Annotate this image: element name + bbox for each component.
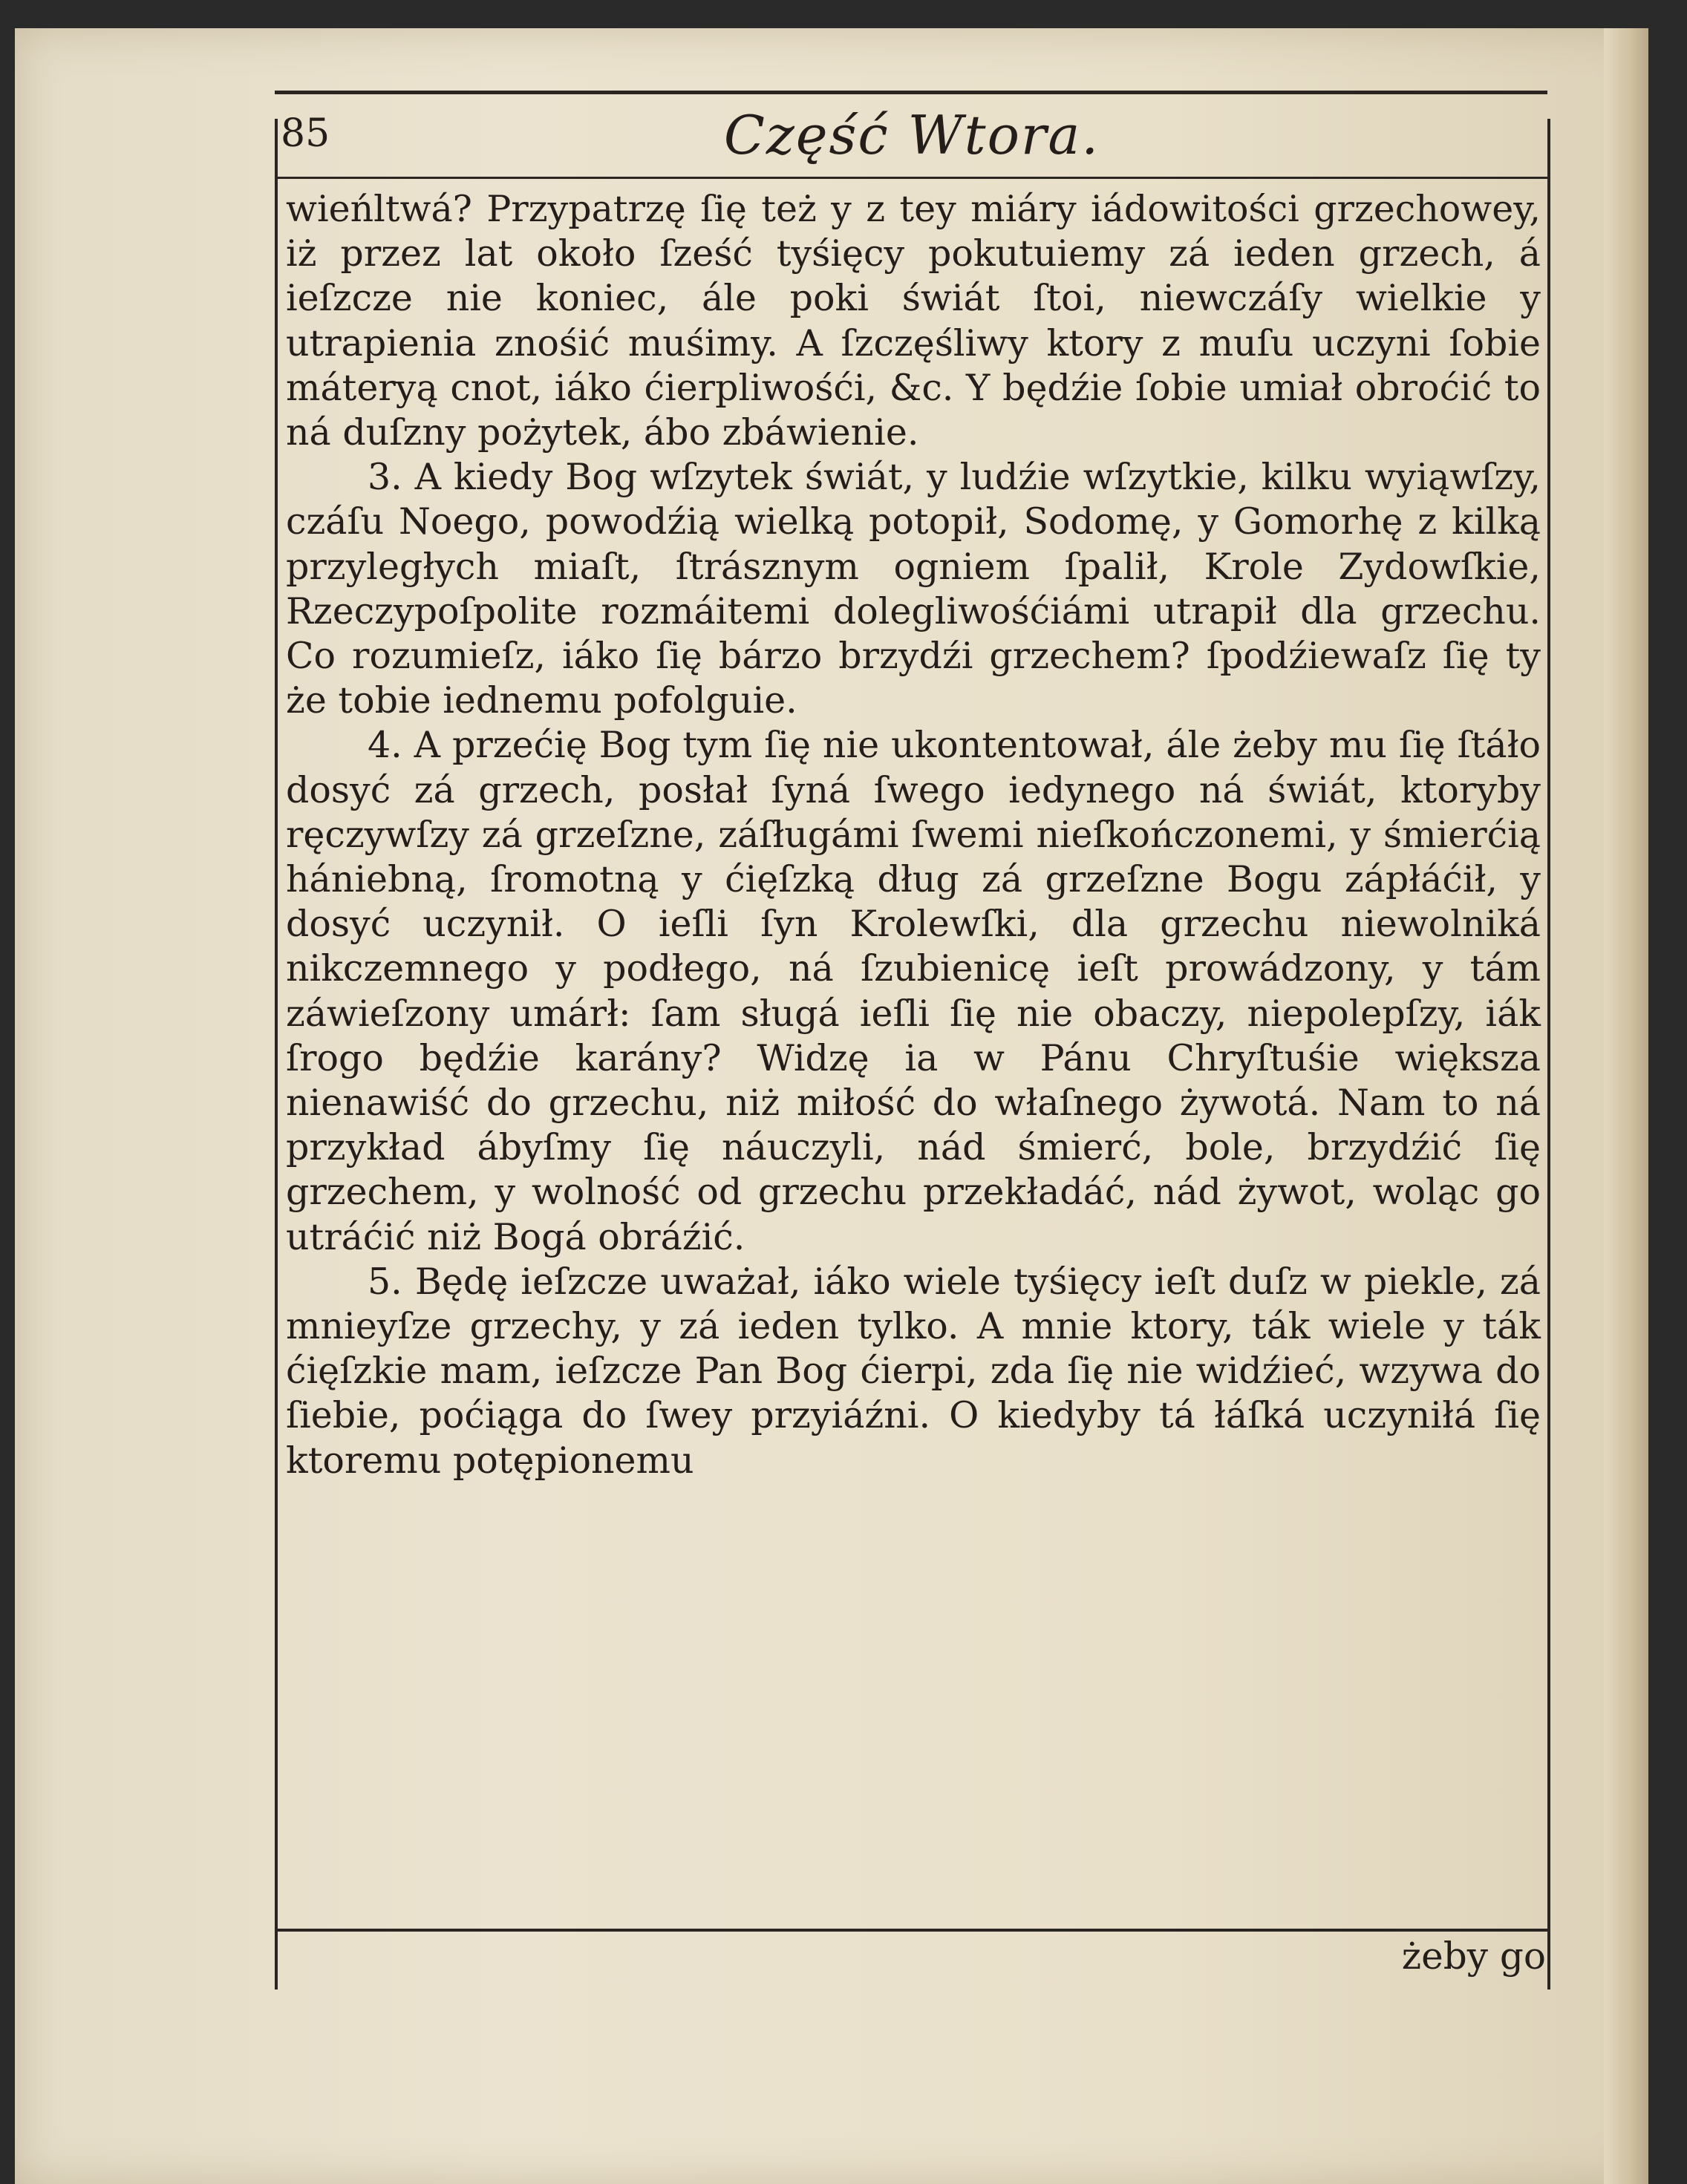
bottom-rule [275, 1929, 1547, 1932]
paragraph-3: 3. A kiedy Bog wſzytek świát, y ludźie wſzytkie, kilku wyiąwſzy, czáſu Noego, powodźią wielką potopił, Sodomę, y Gomorhę z kilką przyległych miaſt, ſtrásznym ogniem ſpalił, Krole Zydowſkie, Rzeczypoſpolite rozmáitemi dolegliwośćiámi utrapił dla grzechu. Co rozumieſz, iáko ſię bárzo brzydźi grzechem? ſpodźiewaſz ſię ty że tobie iednemu pofolguie. [286, 456, 1541, 722]
paragraph-5: 5. Będę ieſzcze uważał, iáko wiele tyśięcy ieſt duſz w piekle, zá mnieyſze grzechy, y zá ieden tylko. A mnie ktory, ták wiele y ták ćięſzkie mam, ieſzcze Pan Bog ćierpi, zda ſię nie widźieć, wzywa do ſiebie, poćiąga do ſwey przyiáźni. O kiedyby tá łáſká uczyniłá ſię ktoremu potępionemu [286, 1260, 1541, 1482]
body-text [286, 187, 1541, 1483]
running-head [281, 104, 1543, 171]
page-number: 85 [281, 111, 330, 156]
top-rule [275, 91, 1547, 94]
paragraph-continuation: wieńltwá? Przypatrzę ſię też y z tey miáry iádowitości grzechowey, iż przez lat około ſześć tyśięcy pokutuiemy zá ieden grzech, á ieſzcze nie koniec, ále poki świát ſtoi, niewczáſy wielkie y utrapienia znośić muśimy. A ſzczęśliwy ktory z muſu uczyni ſobie máteryą cnot, iáko ćierpliwośći, &c. Y będźie ſobie umiał obroćić to ná duſzny pożytek, ábo zbáwienie. [286, 188, 1541, 454]
paragraph-4: 4. A przećię Bog tym ſię nie ukontentował, ále żeby mu ſię ſtáło dosyć zá grzech, posłał ſyná ſwego iedynego ná świát, ktoryby ręczywſzy zá grzeſzne, záſługámi ſwemi nieſkończonemi, y śmierćią hániebną, ſromotną y ćięſzką dług zá grzeſzne Bogu zápłáćił, y dosyć uczynił. O ieſli ſyn Krolewſki, dla grzechu niewolniká nikczemnego y podłego, ná ſzubienicę ieſt prowádzony, y tám záwieſzony umárł: ſam sługá ieſli ſię nie obaczy, niepolepſzy, iák ſrogo będźie karány? Widzę ia w Pánu Chryſtuśie większa nienawiść do grzechu, niż miłość do właſnego żywotá. Nam to ná przykład ábyſmy ſię náuczyli, nád śmierć, bole, brzydźić ſię grzechem, y wolność od grzechu przekładáć, nád żywot, woląc go utráćić niż Bogá obráźić. [286, 724, 1541, 1258]
header-rule [275, 177, 1547, 179]
catchword: żeby go [1401, 1935, 1546, 1978]
page-edge [1604, 28, 1648, 2184]
page-title: Część Wtora. [723, 104, 1100, 166]
